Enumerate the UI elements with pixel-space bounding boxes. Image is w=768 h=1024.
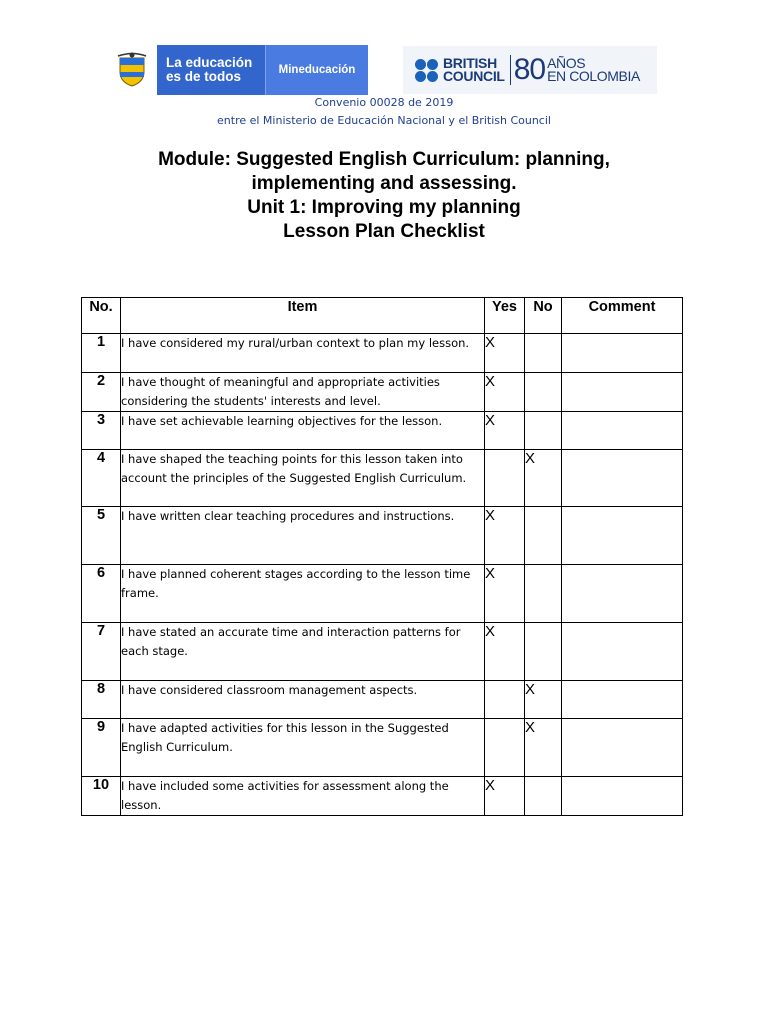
row-yes-mark [485,719,525,777]
row-number: 1 [82,334,121,373]
lesson-plan-checklist-table [81,297,683,816]
table-row [82,565,683,623]
row-comment [562,412,683,450]
row-no-mark [525,507,562,565]
row-comment [562,623,683,681]
row-yes-mark: X [485,777,525,816]
convenio-line-2: entre el Ministerio de Educación Nacional y el British Council [217,114,551,127]
anniversary-line-1: AÑOS [547,55,586,71]
table-row [82,719,683,777]
row-yes-mark [485,450,525,507]
table-row [82,450,683,507]
bc-line-2: COUNCIL [443,68,505,84]
row-number: 3 [82,412,121,450]
module-title-line-2: implementing and assessing. [251,173,517,194]
row-no-mark [525,777,562,816]
header-item: Item [121,298,485,334]
ministry-name: Mineducación [265,45,368,95]
row-no-mark: X [525,719,562,777]
row-number: 6 [82,565,121,623]
row-yes-mark [485,681,525,719]
row-item-text: I have considered classroom management aspects. [121,681,485,719]
row-no-mark [525,412,562,450]
table-row [82,373,683,412]
row-number: 10 [82,777,121,816]
header-no: No. [82,298,121,334]
row-comment [562,507,683,565]
row-item-text: I have set achievable learning objectives for the lesson. [121,412,485,450]
row-comment [562,565,683,623]
convenio-line-1: Convenio 00028 de 2019 [314,96,454,109]
row-no-mark [525,373,562,412]
table-row [82,623,683,681]
edu-slogan [157,45,265,95]
row-no-mark: X [525,681,562,719]
row-yes-mark: X [485,373,525,412]
row-no-mark: X [525,450,562,507]
row-number: 2 [82,373,121,412]
british-council-wordmark [443,57,505,83]
row-yes-mark: X [485,334,525,373]
row-number: 5 [82,507,121,565]
row-item-text: I have shaped the teaching points for this lesson taken into account the principles of the Suggested English Curriculum. [121,450,485,507]
checklist-title: Lesson Plan Checklist [283,221,485,242]
row-number: 4 [82,450,121,507]
row-no-mark [525,334,562,373]
colombia-shield-icon [107,45,157,95]
row-item-text: I have written clear teaching procedures and instructions. [121,507,485,565]
row-comment [562,373,683,412]
unit-title: Unit 1: Improving my planning [247,197,521,218]
row-no-mark [525,623,562,681]
row-yes-mark: X [485,565,525,623]
mineducacion-logo [107,45,368,95]
bc-line-1: BRITISH [443,55,497,71]
anniversary-number: 80 [513,53,546,86]
british-council-dots-icon [415,59,438,82]
row-number: 9 [82,719,121,777]
row-comment [562,450,683,507]
anniversary-text [547,57,640,83]
row-number: 7 [82,623,121,681]
row-comment [562,334,683,373]
table-row [82,334,683,373]
row-yes-mark: X [485,507,525,565]
table-row [82,681,683,719]
edu-line-1: La educación [166,55,253,70]
row-number: 8 [82,681,121,719]
row-item-text: I have planned coherent stages according to the lesson time frame. [121,565,485,623]
row-comment [562,681,683,719]
row-item-text: I have stated an accurate time and interaction patterns for each stage. [121,623,485,681]
row-item-text: I have considered my rural/urban context to plan my lesson. [121,334,485,373]
table-header-row [82,298,683,334]
row-item-text: I have thought of meaningful and appropriate activities considering the students' interests and level. [121,373,485,412]
row-no-mark [525,565,562,623]
row-yes-mark: X [485,412,525,450]
document-title [0,148,768,244]
header-no-column: No [525,298,562,334]
edu-line-2: es de todos [166,69,242,84]
row-yes-mark: X [485,623,525,681]
table-row [82,412,683,450]
header-yes: Yes [485,298,525,334]
table-row [82,777,683,816]
row-item-text: I have adapted activities for this lesson in the Suggested English Curriculum. [121,719,485,777]
header-comment: Comment [562,298,683,334]
row-comment [562,777,683,816]
table-row [82,507,683,565]
row-comment [562,719,683,777]
anniversary-line-2: EN COLOMBIA [547,68,640,84]
module-title-line-1: Module: Suggested English Curriculum: planning, [158,149,610,170]
british-council-logo [403,46,657,94]
logo-divider [510,55,511,85]
row-item-text: I have included some activities for assessment along the lesson. [121,777,485,816]
